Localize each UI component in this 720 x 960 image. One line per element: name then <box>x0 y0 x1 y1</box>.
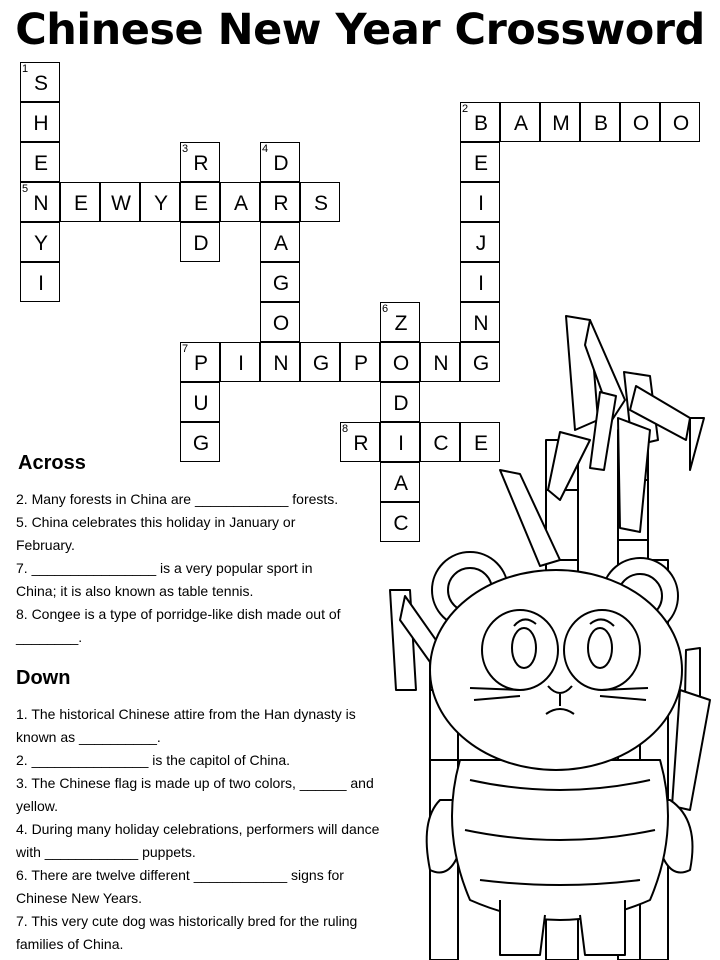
cell-letter: P <box>353 352 368 375</box>
grid-cell[interactable] <box>460 262 500 302</box>
cell-letter: C <box>393 512 409 535</box>
cell-letter: A <box>273 232 288 255</box>
cell-letter: P <box>193 352 208 375</box>
cell-letter: O <box>272 312 290 335</box>
cell-letter: B <box>593 112 608 135</box>
grid-cell[interactable] <box>140 182 180 222</box>
grid-cell[interactable] <box>180 182 220 222</box>
grid-cell[interactable] <box>460 222 500 262</box>
cell-letter: Y <box>33 232 48 255</box>
cell-letter: D <box>273 152 289 175</box>
cell-letter: R <box>353 432 369 455</box>
clue-text: February. <box>16 537 75 553</box>
grid-cell[interactable] <box>460 102 500 142</box>
clue-text: 5. China celebrates this holiday in January or <box>16 514 296 530</box>
grid-cell[interactable] <box>180 422 220 462</box>
cell-letter: R <box>193 152 209 175</box>
clue-number: 5 <box>22 183 29 195</box>
clue-text: 2. _______________ is the capitol of China. <box>16 752 290 768</box>
cell-letter: N <box>273 352 289 375</box>
clue-text: 2. Many forests in China are ____________ forests. <box>16 491 339 507</box>
grid-cell[interactable] <box>20 142 60 182</box>
clue-text: yellow. <box>16 798 59 814</box>
clue-text: known as __________. <box>16 729 161 745</box>
cell-letter: E <box>73 192 88 215</box>
grid-cell[interactable] <box>260 142 300 182</box>
cell-letter: N <box>433 352 449 375</box>
grid-cell[interactable] <box>620 102 660 142</box>
cell-letter: O <box>672 112 690 135</box>
grid-cell[interactable] <box>660 102 700 142</box>
cell-letter: I <box>398 432 404 455</box>
cell-letter: E <box>473 152 488 175</box>
grid-cell[interactable] <box>260 262 300 302</box>
page-title: Chinese New Year Crossword <box>15 5 705 55</box>
down-heading: Down <box>16 667 71 689</box>
grid-cell[interactable] <box>540 102 580 142</box>
grid-cell[interactable] <box>180 342 220 382</box>
cell-letter: I <box>478 192 484 215</box>
clue-text: with ____________ puppets. <box>16 844 196 860</box>
grid-cell[interactable] <box>180 142 220 182</box>
cell-letter: G <box>312 352 330 375</box>
cell-letter: M <box>552 112 570 135</box>
cell-letter: E <box>473 432 488 455</box>
cell-letter: H <box>33 112 49 135</box>
cell-letter: Y <box>153 192 168 215</box>
grid-cell[interactable] <box>220 182 260 222</box>
clue-number: 4 <box>262 143 269 155</box>
cell-letter: A <box>233 192 248 215</box>
cell-letter: N <box>33 192 49 215</box>
clue-text: 7. ________________ is a very popular sport in <box>16 560 313 576</box>
grid-cell[interactable] <box>460 142 500 182</box>
clue-text: 3. The Chinese flag is made up of two colors, ______ and <box>16 775 374 791</box>
clue-number: 6 <box>382 303 389 315</box>
grid-cell[interactable] <box>60 182 100 222</box>
across-heading: Across <box>18 452 86 474</box>
clue-text: China; it is also known as table tennis. <box>16 583 254 599</box>
cell-letter: A <box>513 112 528 135</box>
cell-letter: G <box>472 352 490 375</box>
cell-letter: B <box>473 112 488 135</box>
grid-cell[interactable] <box>300 182 340 222</box>
cell-letter: R <box>273 192 289 215</box>
cell-letter: J <box>475 232 487 255</box>
clue-text: 6. There are twelve different ____________ signs for <box>16 867 344 883</box>
clue-text: families of China. <box>16 936 124 952</box>
cell-letter: C <box>433 432 449 455</box>
clue-text: 1. The historical Chinese attire from the Han dynasty is <box>16 706 356 722</box>
clue-number: 7 <box>182 343 189 355</box>
panda-bamboo-illustration <box>370 300 720 960</box>
clue-number: 1 <box>22 63 29 75</box>
clue-text: ________. <box>16 629 83 645</box>
cell-letter: E <box>193 192 208 215</box>
cell-letter: I <box>38 272 44 295</box>
clue-text: 4. During many holiday celebrations, performers will dance <box>16 821 380 837</box>
cell-letter: A <box>393 472 408 495</box>
grid-cell[interactable] <box>220 342 260 382</box>
grid-cell[interactable] <box>260 222 300 262</box>
grid-cell[interactable] <box>180 382 220 422</box>
cell-letter: D <box>193 232 209 255</box>
grid-cell[interactable] <box>260 342 300 382</box>
cell-letter: O <box>632 112 650 135</box>
cell-letter: W <box>111 192 131 215</box>
grid-cell[interactable] <box>300 342 340 382</box>
grid-cell[interactable] <box>100 182 140 222</box>
grid-cell[interactable] <box>20 62 60 102</box>
grid-cell[interactable] <box>20 102 60 142</box>
cell-letter: I <box>478 272 484 295</box>
cell-letter: Z <box>394 312 408 335</box>
grid-cell[interactable] <box>20 262 60 302</box>
clue-text: Chinese New Years. <box>16 890 143 906</box>
grid-cell[interactable] <box>500 102 540 142</box>
cell-letter: U <box>193 392 209 415</box>
cell-letter: I <box>238 352 244 375</box>
cell-letter: G <box>272 272 290 295</box>
clue-number: 2 <box>462 103 469 115</box>
clue-text: 7. This very cute dog was historically bred for the ruling <box>16 913 358 929</box>
grid-cell[interactable] <box>180 222 220 262</box>
grid-cell[interactable] <box>580 102 620 142</box>
grid-cell[interactable] <box>260 302 300 342</box>
cell-letter: E <box>33 152 48 175</box>
grid-cell[interactable] <box>20 182 60 222</box>
cell-letter: D <box>393 392 409 415</box>
cell-letter: O <box>392 352 410 375</box>
cell-letter: N <box>473 312 489 335</box>
clue-number: 3 <box>182 143 189 155</box>
grid-cell[interactable] <box>260 182 300 222</box>
clue-text: 8. Congee is a type of porridge-like dish made out of <box>16 606 341 622</box>
grid-cell[interactable] <box>460 182 500 222</box>
grid-cell[interactable] <box>20 222 60 262</box>
cell-letter: S <box>33 72 48 95</box>
cell-letter: G <box>192 432 210 455</box>
clue-number: 8 <box>342 423 349 435</box>
cell-letter: S <box>313 192 328 215</box>
